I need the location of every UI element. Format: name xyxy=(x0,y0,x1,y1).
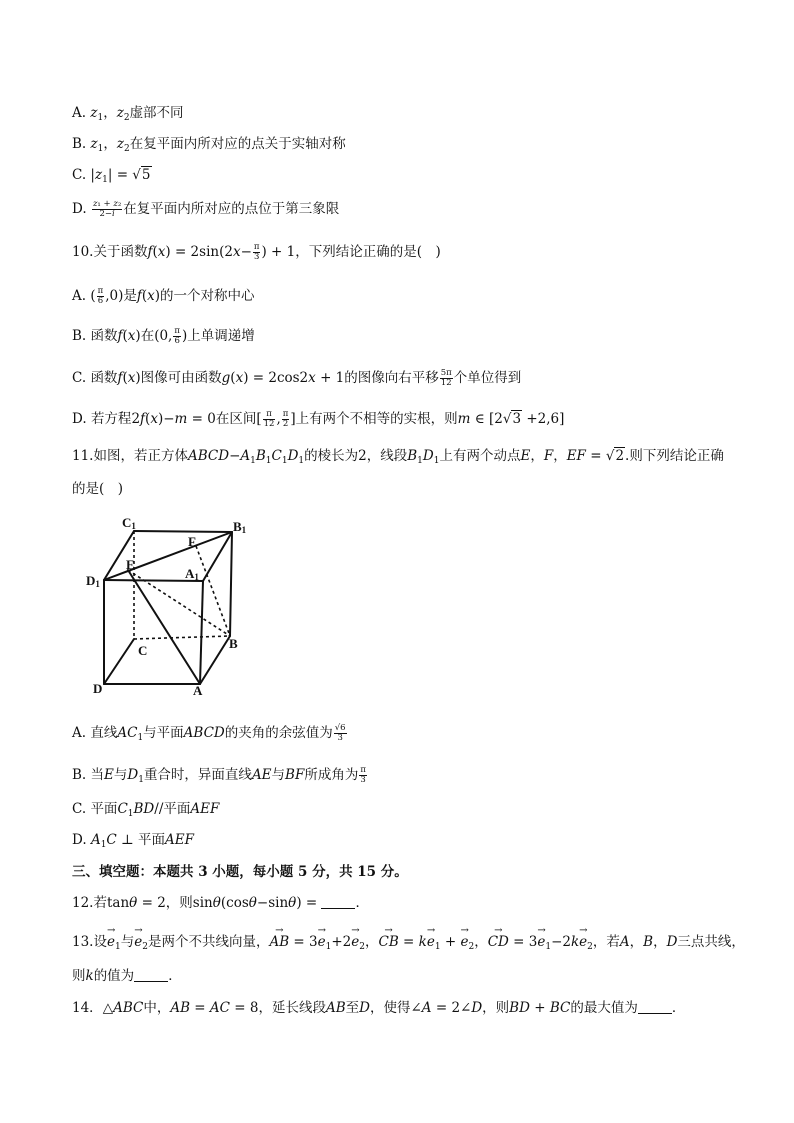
diagonal-d1-b1 xyxy=(104,532,232,580)
answer-blank[interactable] xyxy=(321,908,355,909)
q11-stem: 11.如图，若正方体$ABCD-A_1B_1C_1D_1$的棱长为2，线段$B_1D_1$上有两个动点E，F，EF = √2.则下列结论正确 xyxy=(72,448,724,466)
cube-figure xyxy=(86,514,266,700)
q10-option-a: A. ( $\frac{\pi}{6}$ ,0)是f(x)的一个对称中心 xyxy=(72,286,255,306)
q11-option-b: B. 当E与$D_1$重合时，异面直线AE与BF所成角为 $\frac{\pi}{3}$ xyxy=(72,765,366,785)
q9-option-b: B. $z_1$，$z_2$在复平面内所对应的点关于实轴对称 xyxy=(72,136,346,154)
label-d1: D1 xyxy=(86,573,100,589)
label-b: B xyxy=(229,636,238,651)
q9-option-a: A. $z_1$，$z_2$虚部不同 xyxy=(72,105,184,123)
edge-b1-b xyxy=(230,532,232,636)
q14: 14．△ABC中，AB = AC = 8，延长线段AB至D，使得∠A = 2∠D，则BD + BC的最大值为 ． xyxy=(72,1000,686,1016)
label-e: E xyxy=(126,557,135,572)
label-c1: C1 xyxy=(122,515,136,531)
q11-stem-line2: 的是( ) xyxy=(72,481,124,497)
q10-option-b: B. 函数f(x)在(0, $\frac{\pi}{6}$ )上单调递增 xyxy=(72,326,255,346)
q13: 13.设→ $e_1$与→ $e_2$是两个不共线向量，→ AB = $3\to e_1+2\to e_2$，→ CB = $k\to e_1$ + → $e_2$，→ CD = $3\to e_1-2k\to e_2$，若A，B，D三点共线， xyxy=(72,933,745,956)
q9-option-c: C. $|z_1| = √5$ xyxy=(72,167,151,185)
edge-b1-a1 xyxy=(203,532,232,581)
q11-option-c: C. 平面$C_1BD//$平面AEF xyxy=(72,801,220,819)
q11-option-a: A. 直线$AC_1$与平面ABCD的夹角的余弦值为 $\frac{√6}{3}$ xyxy=(72,723,346,743)
q11-option-d: D. $A_1C$ ⊥ 平面AEF xyxy=(72,832,195,850)
q10-option-d: D. 若方程2f(x)−m = 0在区间[ $\frac{\pi}{12}$ , $\frac{\pi}{2}$ ]上有两个不相等的实根，则m ∈ [2√3 +2,6] xyxy=(72,409,565,429)
segment-e-a xyxy=(128,570,200,684)
section-3-title: 三、填空题：本题共 3 小题，每小题 5 分，共 15 分。 xyxy=(72,864,408,880)
label-b1: B1 xyxy=(233,519,247,535)
edge-a1-a xyxy=(200,581,203,684)
q13-line2: 则k的值为 ． xyxy=(72,968,182,984)
answer-blank[interactable] xyxy=(134,981,168,982)
label-a: A xyxy=(193,683,203,698)
q9-option-d: D. $\frac{\text{z₁ + z₂}}{2-i}$ 在复平面内所对应的点位于第三象限 xyxy=(72,199,340,219)
edge-d-c xyxy=(104,639,134,684)
q10-stem: 10.关于函数f(x) = 2sin(2x− $\frac{\pi}{3}$ ) + 1，下列结论正确的是( ) xyxy=(72,242,441,262)
hidden-edge-c-b xyxy=(134,636,230,639)
label-d: D xyxy=(93,681,103,696)
edge-c1-b1 xyxy=(134,531,232,532)
edge-a-b xyxy=(200,636,230,684)
q12: 12.若tanθ = 2，则sinθ(cosθ−sinθ) = ． xyxy=(72,895,369,911)
label-c: C xyxy=(138,643,148,658)
fraction: $\frac{\text{z₁ + z₂}}{2-i}$ xyxy=(92,199,122,219)
q10-option-c: C. 函数f(x)图像可由函数g(x) = 2cos2x + 1的图像向右平移 $\frac{5\pi}{12}$ 个单位得到 xyxy=(72,368,522,388)
label-a1: A1 xyxy=(185,566,199,582)
label-f: F xyxy=(188,534,196,549)
answer-blank[interactable] xyxy=(638,1013,672,1014)
